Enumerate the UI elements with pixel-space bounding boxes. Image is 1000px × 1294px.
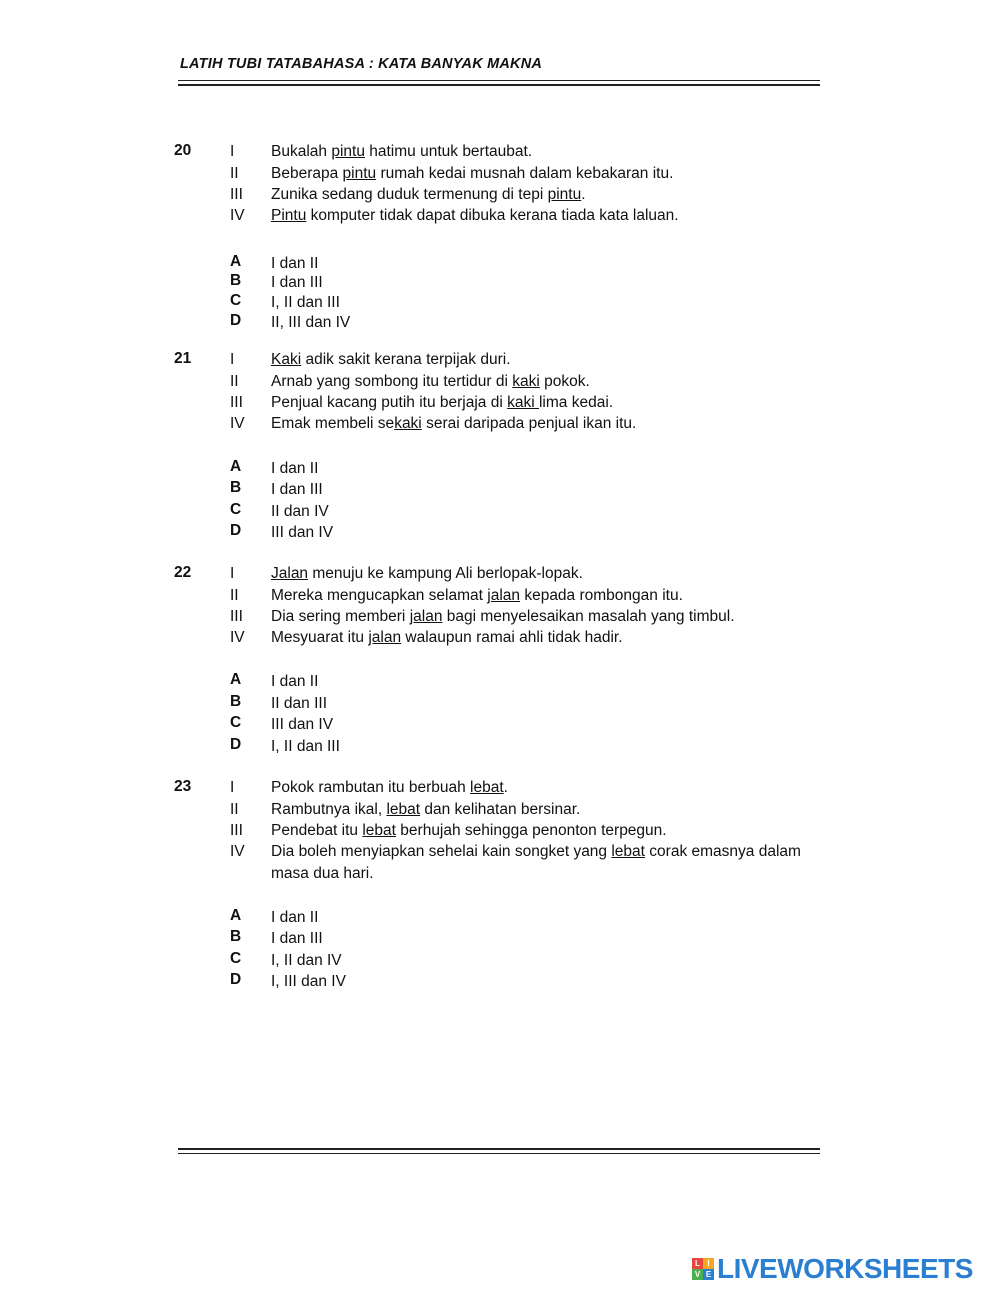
statement-fragment: Rambutnya ikal, <box>271 801 387 818</box>
option-letter: D <box>230 312 242 329</box>
statement-row <box>0 608 1000 630</box>
answer-option-d[interactable] <box>0 971 1000 993</box>
statement-numeral: II <box>230 801 239 818</box>
logo-mark-tile: I <box>703 1258 714 1269</box>
footer-rule-top <box>178 1148 820 1150</box>
statement-numeral: III <box>230 394 243 411</box>
question-number: 21 <box>174 350 192 367</box>
statement-row <box>0 373 1000 395</box>
liveworksheets-logo[interactable] <box>692 1254 973 1284</box>
underlined-word: Jalan <box>271 565 309 582</box>
statement-numeral: II <box>230 165 239 182</box>
statement-text <box>271 865 374 883</box>
statement-fragment: Pendebat itu <box>271 822 363 839</box>
option-letter: B <box>230 928 242 945</box>
option-text: I, III dan IV <box>271 973 346 990</box>
underlined-word: lebat <box>470 779 504 796</box>
option-text: I, II dan IV <box>271 952 342 969</box>
statement-row <box>0 351 1000 373</box>
option-text: I dan III <box>271 481 323 498</box>
statement-text <box>271 186 586 204</box>
answer-option-c[interactable] <box>0 501 1000 523</box>
option-letter: A <box>230 671 242 688</box>
underlined-word: pintu <box>342 165 377 182</box>
statement-row <box>0 629 1000 651</box>
statement-fragment: lima kedai. <box>538 394 614 411</box>
question-number: 23 <box>174 778 192 795</box>
underlined-word: Kaki <box>271 351 302 368</box>
option-text: III dan IV <box>271 716 334 733</box>
answer-option-d[interactable] <box>0 312 1000 334</box>
footer-rule-bottom <box>178 1153 820 1154</box>
statement-fragment: dan kelihatan bersinar. <box>420 801 581 818</box>
option-letter: A <box>230 253 242 270</box>
statement-row <box>0 779 1000 801</box>
statement-fragment: walaupun ramai ahli tidak hadir. <box>401 629 623 646</box>
statement-fragment: rumah kedai musnah dalam kebakaran itu. <box>376 165 674 182</box>
statement-row <box>0 143 1000 165</box>
statement-fragment: Mesyuarat itu <box>271 629 369 646</box>
underlined-word: jalan <box>368 629 402 646</box>
underlined-word: jalan <box>487 587 521 604</box>
option-text: I, II dan III <box>271 294 340 311</box>
statement-numeral: II <box>230 587 239 604</box>
option-letter: A <box>230 458 242 475</box>
statement-fragment: Bukalah <box>271 143 332 160</box>
option-text: I dan III <box>271 930 323 947</box>
statement-row <box>0 394 1000 416</box>
statement-numeral: I <box>230 779 235 796</box>
liveworksheets-mark-icon <box>692 1258 714 1280</box>
answer-option-b[interactable] <box>0 272 1000 294</box>
answer-option-b[interactable] <box>0 479 1000 501</box>
statement-fragment: Beberapa <box>271 165 343 182</box>
statement-fragment: corak emasnya dalam <box>644 843 801 860</box>
option-letter: B <box>230 272 242 289</box>
answer-option-b[interactable] <box>0 928 1000 950</box>
statement-row <box>0 207 1000 229</box>
statement-row <box>0 865 1000 887</box>
statement-text <box>271 373 590 391</box>
underlined-word: lebat <box>362 822 396 839</box>
statement-text <box>271 165 673 183</box>
option-text: I dan II <box>271 460 319 477</box>
option-text: I dan III <box>271 274 323 291</box>
option-letter: B <box>230 479 242 496</box>
answer-option-c[interactable] <box>0 292 1000 314</box>
logo-mark-tile: E <box>703 1269 714 1280</box>
option-letter: D <box>230 971 242 988</box>
answer-option-a[interactable] <box>0 907 1000 929</box>
statement-fragment: Dia sering memberi <box>271 608 410 625</box>
underlined-word: Pintu <box>271 207 307 224</box>
underlined-word: kaki <box>394 415 422 432</box>
underlined-word: kaki <box>512 373 540 390</box>
statement-numeral: I <box>230 565 235 582</box>
statement-row <box>0 186 1000 208</box>
answer-option-c[interactable] <box>0 950 1000 972</box>
option-letter: C <box>230 292 242 309</box>
question-number: 22 <box>174 564 192 581</box>
logo-mark-tile: L <box>692 1258 703 1269</box>
option-text: II dan IV <box>271 503 329 520</box>
statement-fragment: bagi menyelesaikan masalah yang timbul. <box>442 608 735 625</box>
option-letter: D <box>230 522 242 539</box>
option-text: II, III dan IV <box>271 314 351 331</box>
statement-row <box>0 565 1000 587</box>
option-letter: D <box>230 736 242 753</box>
answer-option-c[interactable] <box>0 714 1000 736</box>
statement-fragment: Zunika sedang duduk termenung di tepi <box>271 186 548 203</box>
statement-text <box>271 822 667 840</box>
logo-text: LIVEWORKSHEETS <box>717 1253 973 1284</box>
statement-numeral: III <box>230 822 243 839</box>
statement-numeral: II <box>230 373 239 390</box>
statement-fragment: adik sakit kerana terpijak duri. <box>301 351 511 368</box>
statement-fragment: komputer tidak dapat dibuka kerana tiada kata laluan. <box>306 207 679 224</box>
statement-text <box>271 565 583 583</box>
statement-numeral: IV <box>230 629 245 646</box>
statement-numeral: III <box>230 608 243 625</box>
statement-fragment: berhujah sehingga penonton terpegun. <box>395 822 667 839</box>
statement-text <box>271 629 623 647</box>
statement-fragment: masa dua hari. <box>271 865 374 882</box>
answer-option-b[interactable] <box>0 693 1000 715</box>
underlined-word: lebat <box>611 843 645 860</box>
statement-row <box>0 843 1000 865</box>
statement-text <box>271 608 735 626</box>
statement-text <box>271 415 636 433</box>
statement-numeral: IV <box>230 843 245 860</box>
option-letter: C <box>230 950 242 967</box>
statement-row <box>0 415 1000 437</box>
statement-text <box>271 351 511 369</box>
statement-text <box>271 207 679 225</box>
statement-text <box>271 843 801 861</box>
statement-fragment: Arnab yang sombong itu tertidur di <box>271 373 513 390</box>
statement-fragment: Mereka mengucapkan selamat <box>271 587 488 604</box>
answer-option-d[interactable] <box>0 736 1000 758</box>
option-text: III dan IV <box>271 524 334 541</box>
statement-text <box>271 394 613 412</box>
answer-option-d[interactable] <box>0 522 1000 544</box>
statement-fragment: . <box>581 186 586 203</box>
statement-fragment: hatimu untuk bertaubat. <box>364 143 533 160</box>
option-text: II dan III <box>271 695 328 712</box>
option-text: I dan II <box>271 909 319 926</box>
header-rule-bottom <box>178 84 820 86</box>
statement-text <box>271 801 580 819</box>
underlined-word: jalan <box>409 608 443 625</box>
option-text: I dan II <box>271 255 319 272</box>
statement-row <box>0 165 1000 187</box>
underlined-word: pintu <box>331 143 365 160</box>
statement-numeral: IV <box>230 207 245 224</box>
option-letter: C <box>230 714 242 731</box>
statement-fragment: serai daripada penjual ikan itu. <box>421 415 637 432</box>
statement-fragment: menuju ke kampung Ali berlopak-lopak. <box>308 565 583 582</box>
option-letter: A <box>230 907 242 924</box>
statement-numeral: I <box>230 351 235 368</box>
statement-numeral: I <box>230 143 235 160</box>
statement-fragment: . <box>503 779 508 796</box>
option-text: I, II dan III <box>271 738 340 755</box>
statement-fragment: pokok. <box>539 373 590 390</box>
statement-numeral: III <box>230 186 243 203</box>
page-title: LATIH TUBI TATABAHASA : KATA BANYAK MAKNA <box>180 56 543 72</box>
statement-fragment: Pokok rambutan itu berbuah <box>271 779 471 796</box>
option-letter: C <box>230 501 242 518</box>
statement-text <box>271 779 508 797</box>
header-rule-top <box>178 80 820 81</box>
statement-row <box>0 822 1000 844</box>
statement-fragment: Dia boleh menyiapkan sehelai kain songket yang <box>271 843 612 860</box>
statement-numeral: IV <box>230 415 245 432</box>
statement-row <box>0 801 1000 823</box>
statement-text <box>271 587 683 605</box>
logo-mark-tile: V <box>692 1269 703 1280</box>
statement-text <box>271 143 532 161</box>
statement-row <box>0 587 1000 609</box>
statement-fragment: kepada rombongan itu. <box>520 587 683 604</box>
statement-fragment: Emak membeli se <box>271 415 395 432</box>
statement-fragment: Penjual kacang putih itu berjaja di <box>271 394 508 411</box>
question-number: 20 <box>174 142 192 159</box>
option-text: I dan II <box>271 673 319 690</box>
underlined-word: pintu <box>547 186 582 203</box>
underlined-word: lebat <box>386 801 421 818</box>
answer-option-a[interactable] <box>0 671 1000 693</box>
answer-option-a[interactable] <box>0 458 1000 480</box>
option-letter: B <box>230 693 242 710</box>
underlined-word: kaki <box>507 394 539 411</box>
